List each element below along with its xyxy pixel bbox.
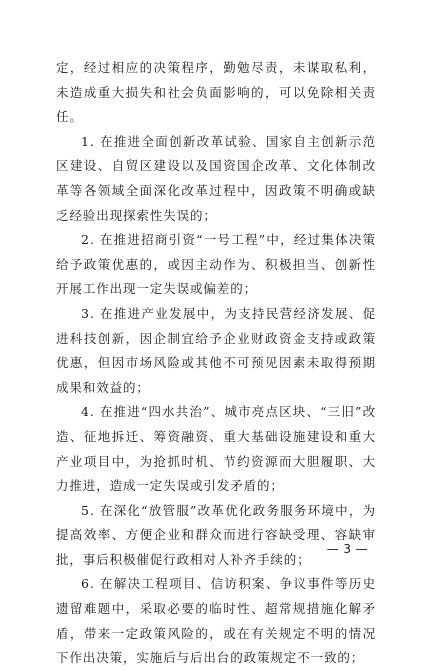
list-item-5: 5. 在深化“放管服”改革优化政务服务环境中，为提高效率、方便企业和群众而进行容缺受理、容缺审批，事后积极催促行政相对人补齐手续的； bbox=[56, 502, 376, 567]
list-item-3: 3. 在推进产业发展中，为支持民营经济发展、促进科技创新，因企制宜给予企业财政资金支持或政策优惠，但因市场风险或其他不可预见因素未取得预期成果和效益的； bbox=[56, 305, 376, 395]
list-item-6: 6. 在解决工程项目、信访积案、争议事件等历史遗留难题中，采取必要的临时性、超常规措施化解矛盾，带来一定政策风险的，或在有关规定不明的情况下作出决策，实施后与后出台的政策规定不一致的； bbox=[56, 576, 376, 666]
list-item-4: 4. 在推进“四水共治”、城市亮点区块、“三旧”改造、征地拆迁、筹资融资、重大基础设施建设和重大产业项目中，为抢抓时机、节约资源而大胆履职、大力推进，造成一定失误或引发矛盾的； bbox=[56, 404, 376, 494]
paragraph-continuation: 定，经过相应的决策程序，勤勉尽责，未谋取私利，未造成重大损失和社会负面影响的，可以免除相关责任。 bbox=[56, 60, 376, 125]
list-item-1: 1. 在推进全面创新改革试验、国家自主创新示范区建设、自贸区建设以及国资国企改革、文化体制改革等各领域全面深化改革过程中，因政策不明确或缺乏经验出现探索性失误的； bbox=[56, 133, 376, 223]
list-item-2: 2. 在推进招商引资“一号工程”中，经过集体决策给予政策优惠的，或因主动作为、积极担当、创新性开展工作出现一定失误或偏差的； bbox=[56, 232, 376, 297]
page-number: — 3 — bbox=[326, 542, 368, 556]
